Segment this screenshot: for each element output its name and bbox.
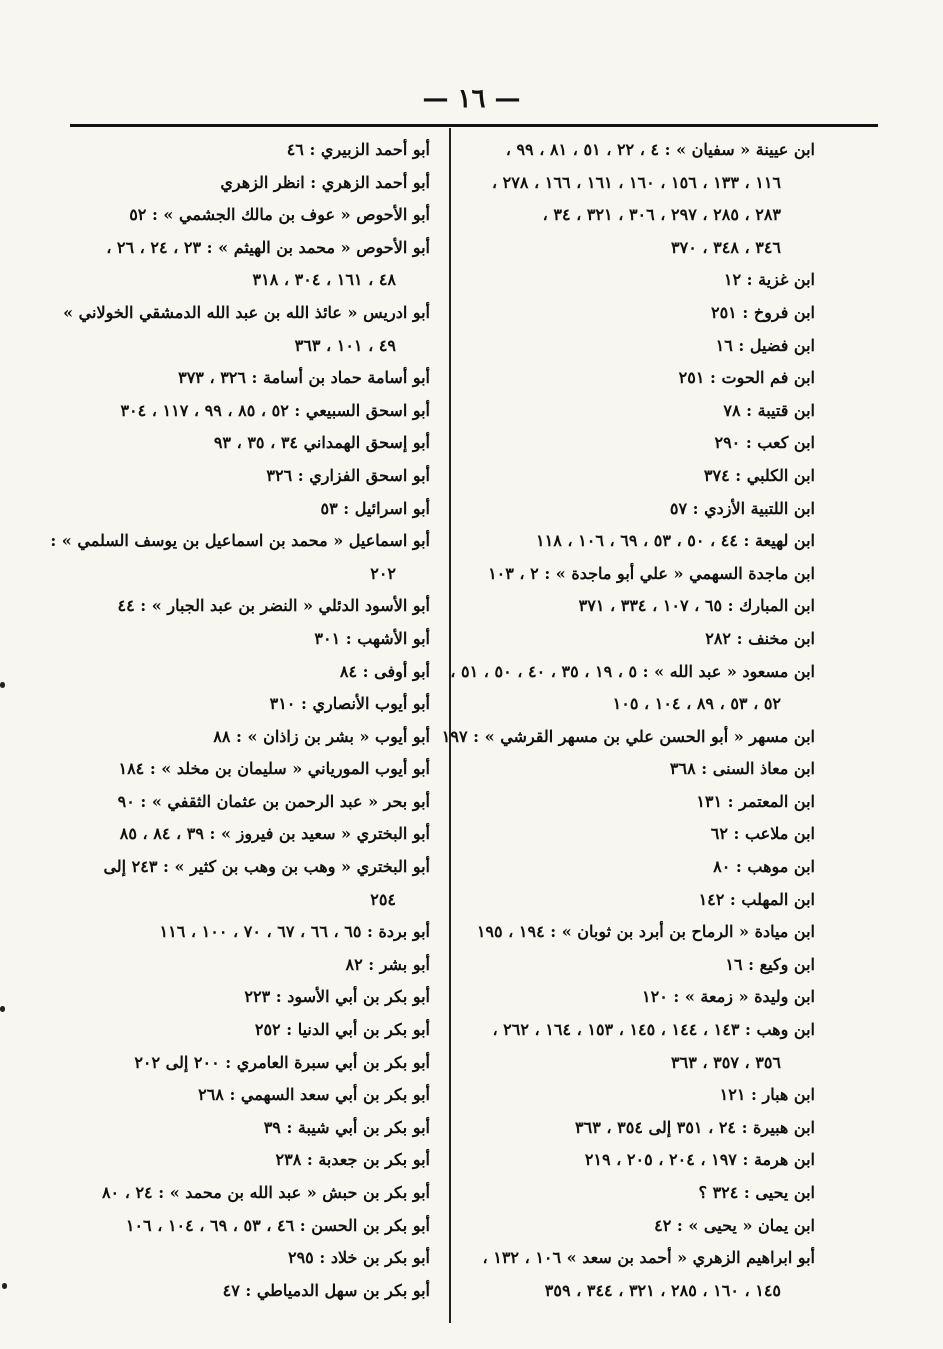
index-entry: أبو أيوب الأنصاري : ٣١٠ — [269, 694, 430, 714]
index-entry: أبو بكر بن أبي الأسود : ٢٢٣ — [244, 987, 430, 1007]
index-entry: أبو أيوب المورياني « سليمان بن مخلد » : ١٨٤ — [118, 759, 430, 779]
index-entry: ابن يحيى : ٣٢٤ ؟ — [698, 1183, 815, 1202]
index-entry: ابن هبيرة : ٢٤ ، ٣٥١ إلى ٣٥٤ ، ٣٦٣ — [575, 1117, 815, 1137]
index-entry: ابن معاذ السنى : ٣٦٨ — [669, 759, 815, 779]
index-entry: أبو بكر بن الحسن : ٤٦ ، ٥٣ ، ٦٩ ، ١٠٤ ، ١٠٦ — [125, 1215, 430, 1235]
index-entry: أبو أسامة حماد بن أسامة : ٣٢٦ ، ٣٧٣ — [178, 368, 430, 388]
index-entry: أبو بكر بن أبي الدنيا : ٢٥٢ — [254, 1020, 430, 1040]
index-entry: أبو البختري « وهب بن وهب بن كثير » : ٢٤٣ إلى — [103, 857, 430, 877]
index-entry: أبو أحمد الزبيري : ٤٦ — [286, 140, 430, 159]
index-entry: ابن هبار : ١٢١ — [719, 1085, 815, 1105]
index-entry-continuation: ١١٦ ، ١٣٣ ، ١٥٦ ، ١٦٠ ، ١٦١ ، ١٦٦ ، ٢٧٨ ، — [491, 172, 781, 192]
index-entry: ابن وليدة « زمعة » : ١٢٠ — [642, 987, 815, 1007]
index-entry: أبو أحمد الزهري : انظر الزهري — [220, 172, 430, 192]
index-entry: أبو اسرائيل : ٥٣ — [320, 498, 430, 518]
index-entry: أبو بكر بن جعدبة : ٢٣٨ — [275, 1150, 430, 1170]
index-entry: أبو اسحق الفزاري : ٣٢٦ — [266, 465, 430, 485]
margin-mark — [0, 682, 5, 688]
index-entry-continuation: ٤٨ ، ١٦١ ، ٣٠٤ ، ٣١٨ — [252, 270, 396, 290]
index-entry: ابن يمان « يحيى » : ٤٢ — [654, 1215, 815, 1235]
index-entry: أبو بكر بن سهل الدمياطي : ٤٧ — [222, 1280, 430, 1300]
index-entry: ابن مسهر « أبو الحسن علي بن مسهر القرشي » : ١٩٧ — [441, 726, 815, 746]
index-entry: أبو البختري « سعيد بن فيروز » : ٣٩ ، ٨٤ ، ٨٥ — [119, 824, 430, 844]
index-entry: أبو بكر بن أبي سعد السهمي : ٢٦٨ — [198, 1085, 430, 1105]
index-entry: أبو الأسود الدئلي « النضر بن عبد الجبار » : ٤٤ — [117, 596, 430, 616]
margin-mark — [2, 1283, 7, 1289]
index-entry: أبو بكر بن خلاد : ٢٩٥ — [287, 1248, 430, 1268]
index-entry: أبو ادريس « عائذ الله بن عبد الله الدمشقي الخولاني » — [63, 302, 430, 322]
index-entry: ابن فروخ : ٢٥١ — [710, 302, 815, 322]
index-entry: ابن كعب : ٢٩٠ — [714, 433, 815, 453]
index-entry: ابن المعتمر : ١٣١ — [696, 791, 815, 811]
index-entry: ابن عيينة « سفيان » : ٤ ، ٢٢ ، ٥١ ، ٨١ ، ٩٩ ، — [505, 140, 815, 159]
index-entry: أبو اسماعيل « محمد بن اسماعيل بن يوسف السلمي » : — [50, 531, 430, 551]
index-entry: أبو بشر : ٨٢ — [345, 954, 430, 974]
index-entry: أبو أوفى : ٨٤ — [339, 661, 430, 681]
index-entry: أبو بكر بن حبش « عبد الله بن محمد » : ٢٤ ، ٨٠ — [101, 1183, 430, 1202]
index-column-right — [441, 134, 815, 1307]
index-entry: ابن ماجدة السهمي « علي أبو ماجدة » : ٢ ، ١٠٣ — [488, 563, 815, 583]
index-entry: ابن غزية : ١٢ — [723, 270, 815, 290]
margin-mark — [0, 1006, 5, 1012]
index-entry: ابن فم الحوت : ٢٥١ — [678, 368, 815, 388]
index-entry: ابن المبارك : ٦٥ ، ١٠٧ ، ٣٣٤ ، ٣٧١ — [578, 596, 815, 616]
page-number: — ١٦ — — [422, 84, 521, 114]
index-entry-continuation: ٢٠٢ — [370, 563, 396, 583]
index-entry: أبو بردة : ٦٥ ، ٦٦ ، ٦٧ ، ٧٠ ، ١٠٠ ، ١١٦ — [159, 922, 430, 942]
index-entry: أبو الأشهب : ٣٠١ — [314, 628, 430, 648]
index-entry: ابن اللتبية الأزدي : ٥٧ — [669, 498, 815, 518]
index-entry: ابن الكلبي : ٣٧٤ — [703, 465, 815, 485]
index-entry: ابن هرمة : ١٩٧ ، ٢٠٤ ، ٢٠٥ ، ٢١٩ — [584, 1150, 815, 1170]
index-entry: أبو ابراهيم الزهري « أحمد بن سعد » ١٠٦ ، ١٣٢ ، — [482, 1248, 815, 1268]
index-entry: أبو بحر « عبد الرحمن بن عثمان الثقفي » : ٩٠ — [117, 791, 430, 811]
index-entry: أبو الأحوص « عوف بن مالك الجشمي » : ٥٢ — [129, 205, 430, 225]
index-entry: أبو اسحق السبيعي : ٥٢ ، ٨٥ ، ٩٩ ، ١١٧ ، ٣٠٤ — [120, 400, 430, 420]
index-entry: ابن المهلب : ١٤٢ — [698, 889, 815, 909]
index-entry-continuation: ٢٥٤ — [370, 889, 396, 909]
index-entry-continuation: ٢٨٣ ، ٢٨٥ ، ٢٩٧ ، ٣٠٦ ، ٣٢١ ، ٣٤ ، — [542, 205, 781, 225]
index-entry-continuation: ١٤٥ ، ١٦٠ ، ٢٨٥ ، ٣٢١ ، ٣٤٤ ، ٣٥٩ — [544, 1280, 781, 1300]
index-entry: أبو بكر بن أبي سبرة العامري : ٢٠٠ إلى ٢٠٢ — [134, 1052, 430, 1072]
index-entry: ابن لهيعة : ٤٤ ، ٥٠ ، ٥٣ ، ٦٩ ، ١٠٦ ، ١١٨ — [536, 531, 815, 551]
index-entry: ابن قتيبة : ٧٨ — [723, 400, 815, 420]
index-entry-continuation: ٥٢ ، ٥٣ ، ٨٩ ، ١٠٤ ، ١٠٥ — [612, 694, 781, 714]
index-entry: ابن ميادة « الرماح بن أبرد بن ثوبان » : ١٩٤ ، ١٩٥ — [476, 922, 815, 942]
index-entry-continuation: ٣٤٦ ، ٣٤٨ ، ٣٧٠ — [671, 237, 781, 257]
index-column-left — [50, 134, 430, 1307]
index-entry: أبو بكر بن أبي شيبة : ٣٩ — [263, 1117, 430, 1137]
index-entry: أبو أيوب « بشر بن زاذان » : ٨٨ — [213, 726, 430, 746]
index-entry-continuation: ٤٩ ، ١٠١ ، ٣٦٣ — [294, 335, 396, 355]
index-entry: ابن فضيل : ١٦ — [715, 335, 815, 355]
index-entry: ابن ملاعب : ٦٢ — [710, 824, 815, 844]
header-rule — [70, 124, 878, 127]
index-entry: أبو إسحق الهمداني ٣٤ ، ٣٥ ، ٩٣ — [213, 433, 430, 453]
index-entry: ابن موهب : ٨٠ — [713, 857, 815, 877]
index-entry: أبو الأحوص « محمد بن الهيثم » : ٢٣ ، ٢٤ ، ٢٦ ، — [106, 237, 430, 257]
index-entry: ابن وهب : ١٤٣ ، ١٤٤ ، ١٤٥ ، ١٥٣ ، ١٦٤ ، ٢٦٢ ، — [492, 1020, 815, 1040]
index-entry-continuation: ٣٥٦ ، ٣٥٧ ، ٣٦٣ — [671, 1052, 781, 1072]
index-entry: ابن مسعود « عبد الله » : ٥ ، ١٩ ، ٣٥ ، ٤٠ ، ٥٠ ، ٥١ ، — [450, 661, 815, 681]
index-entry: ابن وكيع : ١٦ — [725, 954, 815, 974]
index-entry: ابن مخنف : ٢٨٢ — [705, 628, 815, 648]
